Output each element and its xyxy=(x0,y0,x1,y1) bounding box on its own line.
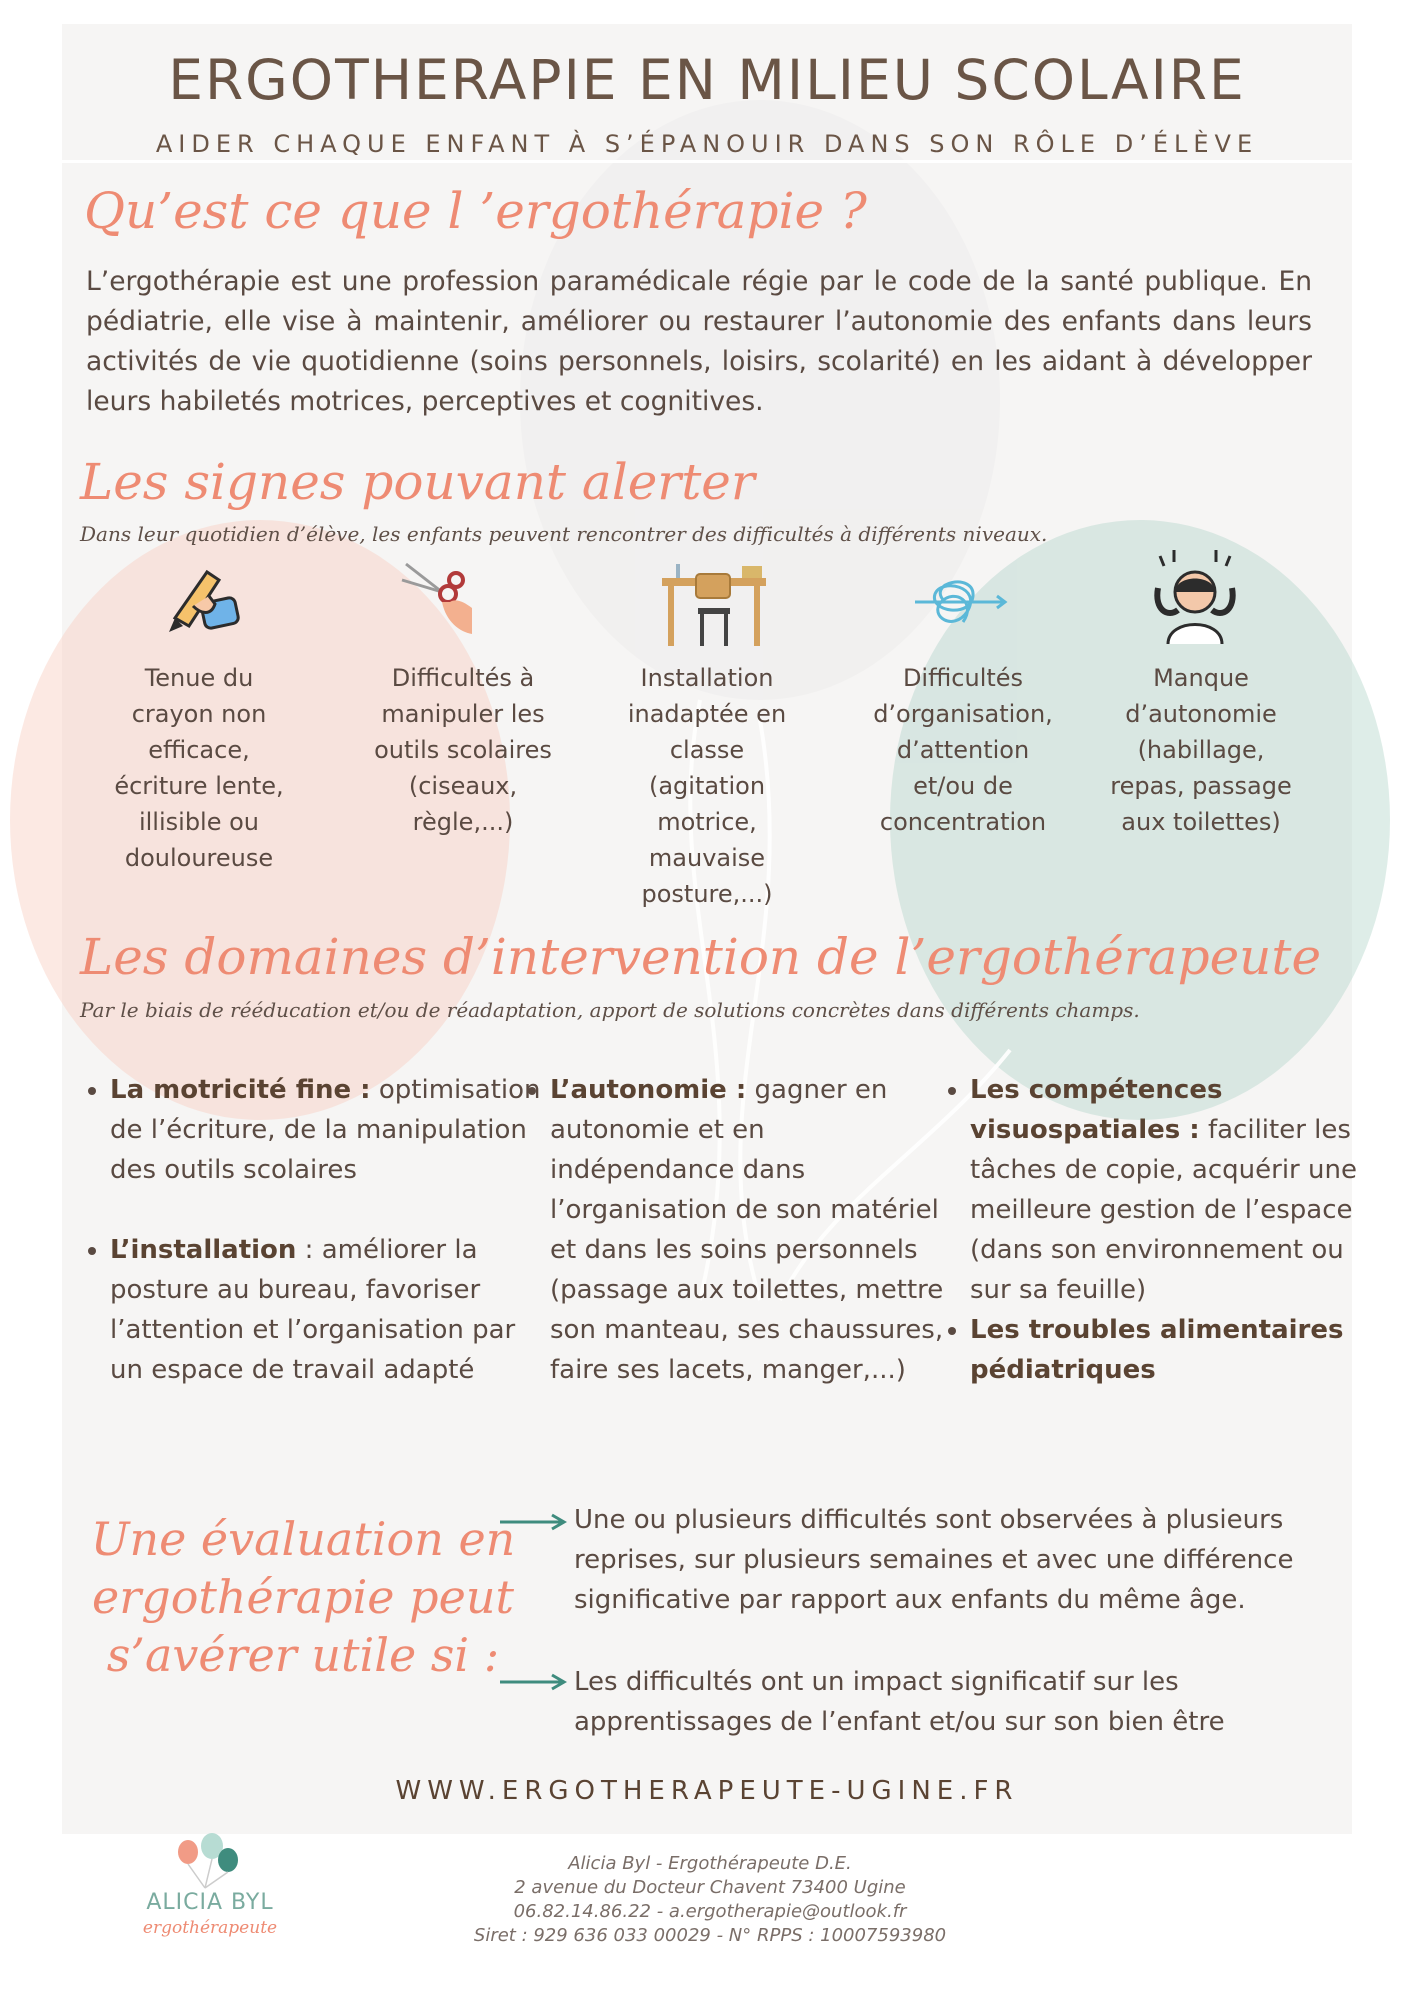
page-title: ERGOTHERAPIE EN MILIEU SCOLAIRE xyxy=(168,48,1246,112)
sign-text: Manque d’autonomie (habillage, repas, passage aux toilettes) xyxy=(1110,664,1292,836)
pencil-hand-icon xyxy=(145,552,255,642)
sign-text: Difficultés à manipuler les outils scolaires (ciseaux, règle,...) xyxy=(374,664,552,836)
footer-line: 06.82.14.86.22 - a.ergotherapie@outlook.fr xyxy=(513,1901,907,1922)
scribble-arrow-icon xyxy=(905,572,1015,642)
list-item xyxy=(550,1070,950,1390)
sign-text: Difficultés d’organisation, d’attention et/ou de concentration xyxy=(873,664,1053,836)
domain-title: Les compétences visuospatiales : xyxy=(970,1075,1223,1145)
domain-text: : améliorer la posture au bureau, favoriser l’attention et l’organisation par un espace de travail adapté xyxy=(110,1235,516,1385)
domains-subheading: Par le biais de rééducation et/ou de réadaptation, apport de solutions concrètes dans différents champs. xyxy=(80,998,1140,1022)
arrow-right-icon xyxy=(498,1512,568,1532)
list-item xyxy=(970,1310,1390,1390)
balloon-logo-icon xyxy=(150,1830,260,1890)
sign-text: Tenue du crayon non efficace, écriture lente, illisible ou douloureuse xyxy=(114,664,284,872)
domain-text: faciliter les tâches de copie, acquérir une meilleure gestion de l’espace (dans son environnement ou sur sa feuille) xyxy=(970,1115,1357,1305)
what-heading: Qu’est ce que l ’ergothérapie ? xyxy=(84,182,867,240)
page-subtitle: AIDER CHAQUE ENFANT À S’ÉPANOUIR DANS SON RÔLE D’ÉLÈVE xyxy=(155,130,1259,158)
domain-title: L’autonomie : xyxy=(550,1075,747,1105)
logo-subtitle: ergothérapeute xyxy=(142,1918,278,1938)
stressed-person-icon xyxy=(1140,548,1250,648)
header-separator xyxy=(62,160,1352,163)
footer-line: 2 avenue du Docteur Chavent 73400 Ugine xyxy=(514,1877,906,1898)
domains-heading: Les domaines d’intervention de l’ergothérapeute xyxy=(80,928,1322,986)
list-item xyxy=(970,1070,1390,1310)
footer-line: Siret : 929 636 033 00029 - N° RPPS : 10007593980 xyxy=(473,1925,947,1946)
list-item xyxy=(110,1070,550,1190)
evaluation-item: Une ou plusieurs difficultés sont observées à plusieurs reprises, sur plusieurs semaines et avec une différence significative par rapport aux enfants du même âge. xyxy=(574,1505,1294,1615)
logo-name: ALICIA BYL xyxy=(146,1890,274,1915)
what-text: L’ergothérapie est une profession paramédicale régie par le code de la santé publique. En pédiatrie, elle vise à maintenir, améliorer ou restaurer l’autonomie des enfants dans leurs activités de vie quotidienne (soins personnels, loisirs, scolarité) en les aidant à développer leurs habiletés motrices, perceptives et cognitives. xyxy=(86,266,1312,417)
domains-column-2 xyxy=(522,1070,950,1390)
sign-text: Installation inadaptée en classe (agitation motrice, mauvaise posture,...) xyxy=(627,664,787,908)
domain-title: La motricité fine : xyxy=(110,1075,371,1105)
domain-title: L’installation xyxy=(110,1235,297,1265)
evaluation-heading: Une évaluation en ergothérapie peut s’avérer utile si : xyxy=(90,1512,516,1682)
footer-line: Alicia Byl - Ergothérapeute D.E. xyxy=(568,1853,852,1874)
domain-text: gagner en autonomie et en indépendance dans l’organisation de son matériel et dans les soins personnels (passage aux toilettes, mettre son manteau, ses chaussures, faire ses lacets, manger,...) xyxy=(550,1075,944,1385)
signs-heading: Les signes pouvant alerter xyxy=(80,453,755,511)
arrow-right-icon xyxy=(498,1672,568,1692)
list-item xyxy=(110,1230,550,1390)
signs-subheading: Dans leur quotidien d’élève, les enfants peuvent rencontrer des difficultés à différents niveaux. xyxy=(80,522,1048,546)
domain-text: optimisation de l’écriture, de la manipulation des outils scolaires xyxy=(110,1075,541,1185)
footer-info xyxy=(440,1852,980,1948)
website-link[interactable]: WWW.ERGOTHERAPEUTE-UGINE.FR xyxy=(395,1776,1019,1806)
evaluation-item: Les difficultés ont un impact significatif sur les apprentissages de l’enfant et/ou sur son bien être xyxy=(574,1667,1225,1737)
domain-title: Les troubles alimentaires pédiatriques xyxy=(970,1315,1344,1385)
domains-column-1 xyxy=(82,1070,550,1390)
scissors-hand-icon xyxy=(398,558,478,638)
domains-column-3 xyxy=(942,1070,1390,1390)
school-desk-icon xyxy=(658,560,768,650)
